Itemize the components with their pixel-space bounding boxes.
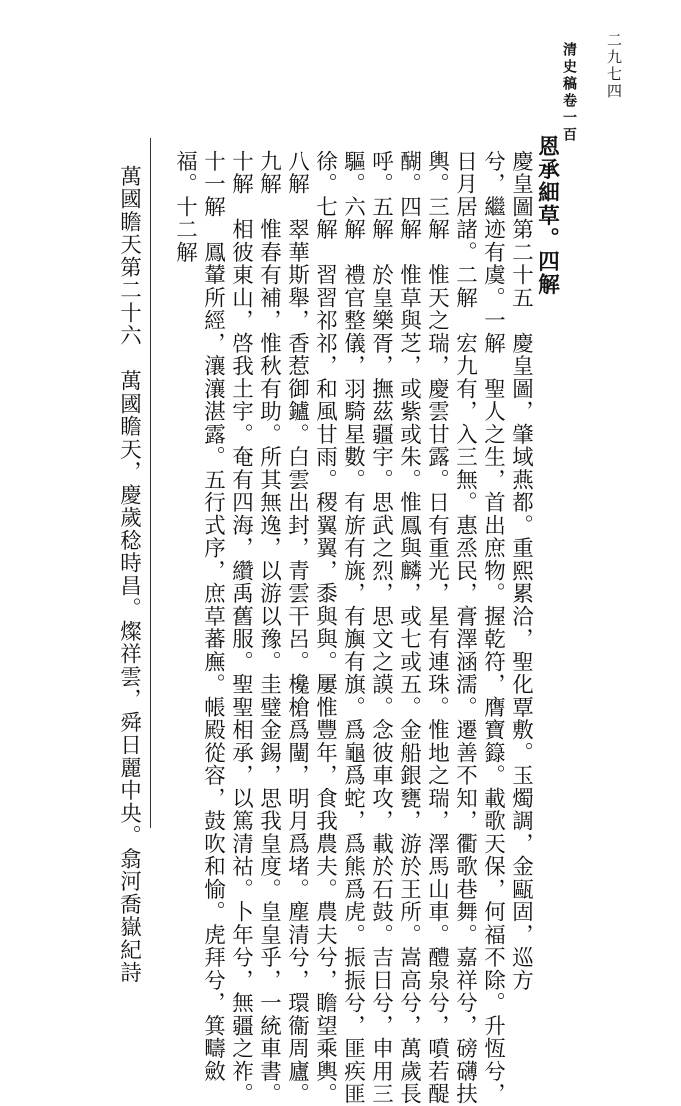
text-column: 驅。六解 禮官整儀，羽騎星數。有旂有旐，有旟有旗。爲龜爲蛇，爲熊爲虎。振振兮，匪疾匪	[340, 150, 366, 1106]
text-column: 醐。四解 惟草與芝，或紫或朱。惟鳳與麟，或七或五。金船銀甕，游於王所。嵩高兮，萬歲長	[396, 150, 422, 1106]
section-title: 恩承細草。四解	[534, 135, 560, 296]
text-column: 輿。三解 惟天之瑞，慶雲甘露。日有重光，星有連珠。惟地之瑞，澤馬山車。醴泉兮，噴若醍	[424, 150, 450, 1106]
header-title: 清史稿卷一百	[561, 42, 577, 144]
text-column: 福。十二解	[172, 150, 198, 264]
text-column: 呼。五解 於皇樂胥，撫茲疆宇。思武之烈，思文之謨。念彼車攻，載於石鼓。吉日兮，申用三	[368, 150, 394, 1106]
text-column: 兮，繼迹有虞。一解 聖人之生，首出庶物。握乾符，膺寶籙。載歌天保，何福不除。升恆兮，	[480, 150, 506, 1106]
text-column: 十解 相彼東山，啓我土宇。奄有四海，纘禹舊服。聖聖相承，以篤清祜。卜年兮，無疆之祚。	[228, 150, 254, 1106]
text-column: 八解 翠華斯舉，香惹御鑪。白雲出封，青雲干呂。欃槍爲闉，明月爲堵。塵清兮，環衞周廬。	[284, 150, 310, 1106]
page-number: 二九七四	[605, 32, 623, 100]
column-divider	[150, 138, 151, 828]
text-column: 十一解 鳳輦所經，瀼瀼湛露。五行式序，庶草蕃廡。帳殿從容，鼓吹和愉。虎拜兮，箕疇斂	[200, 150, 226, 1083]
next-song-column: 萬國瞻天第二十六 萬國瞻天，慶歲稔時昌。燦祥雲，舜日麗中央。翕河喬嶽紀詩	[116, 165, 142, 984]
text-column: 九解 惟春有補，惟秋有助。所其無逸，以游以豫。圭璧金錫，思我皇度。皇皇乎，一統車書。	[256, 150, 282, 1106]
text-column: 慶皇圖第二十五 慶皇圖，肇域燕都。重熙累洽，聖化覃敷。玉燭調，金甌固，巡方	[508, 150, 534, 992]
text-column: 日月居諸。二解 宏九有，入三無。惠烝民，膏澤涵濡。遷善不知，衢歌巷舞。嘉祥兮，磅礴扶	[452, 150, 478, 1106]
text-column: 徐。七解 習習祁祁，和風甘雨。稷翼翼，黍與與。屢惟豐年，食我農夫。農夫兮，瞻望乘輿。	[312, 150, 338, 1106]
